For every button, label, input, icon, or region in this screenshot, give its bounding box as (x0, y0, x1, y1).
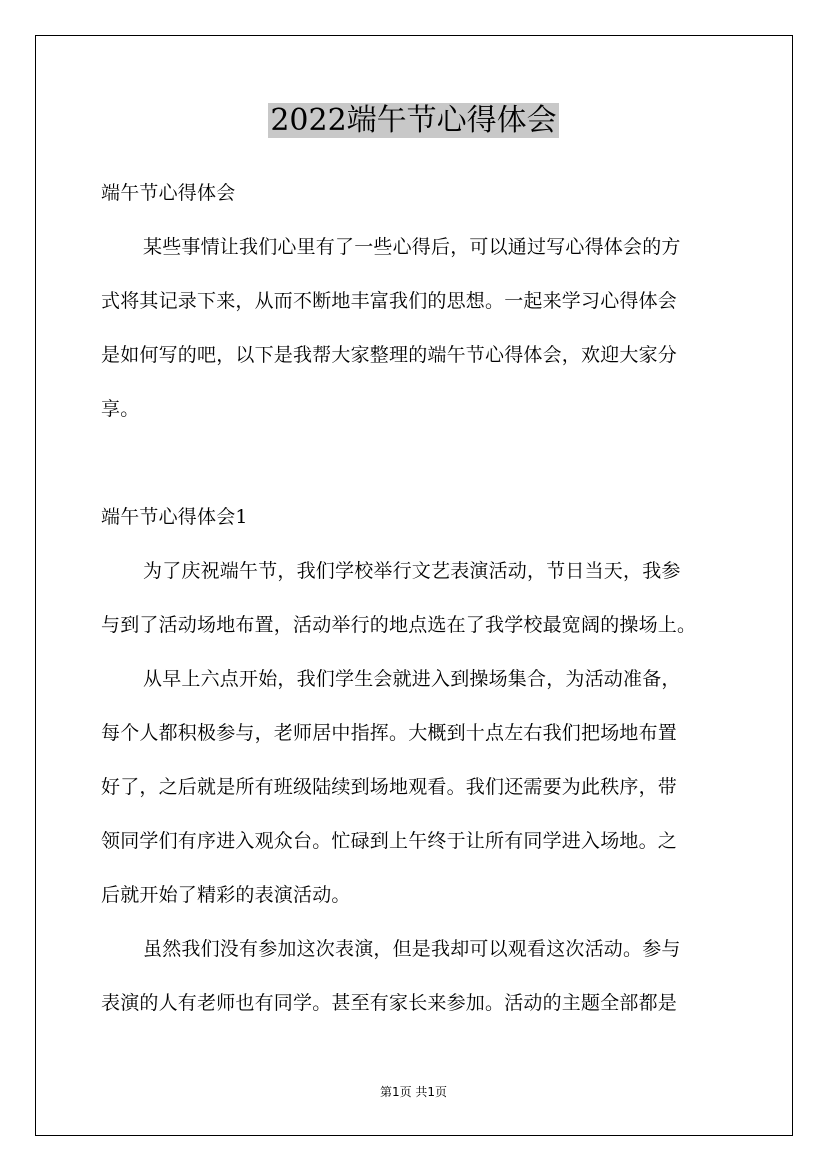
paragraph-line: 从早上六点开始，我们学生会就进入到操场集合，为活动准备， (143, 668, 681, 690)
paragraph-line: 好了，之后就是所有班级陆续到场地观看。我们还需要为此秩序，带 (101, 776, 678, 798)
paragraph-1 (101, 553, 731, 643)
document-title-text: 2022端午节心得体会 (270, 103, 557, 138)
paragraph-line: 虽然我们没有参加这次表演，但是我却可以观看这次活动。参与 (143, 938, 681, 960)
document-body (101, 175, 731, 1021)
document-title (0, 101, 827, 141)
paragraph-line: 为了庆祝端午节，我们学校举行文艺表演活动，节日当天，我参 (143, 560, 681, 582)
intro-paragraph (101, 229, 731, 427)
page-footer: 第1页 共1页 (379, 1085, 448, 1099)
paragraph-2 (101, 661, 731, 913)
paragraph-line: 表演的人有老师也有同学。甚至有家长来参加。活动的主题全部都是 (101, 992, 678, 1014)
paragraph-line: 领同学们有序进入观众台。忙碌到上午终于让所有同学进入场地。之 (101, 830, 678, 852)
paragraph-line: 享。 (101, 398, 140, 420)
paragraph-line: 是如何写的吧，以下是我帮大家整理的端午节心得体会，欢迎大家分 (101, 344, 678, 366)
paragraph-3 (101, 931, 731, 1021)
paragraph-line: 后就开始了精彩的表演活动。 (101, 884, 351, 906)
paragraph-line: 某些事情让我们心里有了一些心得后，可以通过写心得体会的方 (143, 236, 681, 258)
paragraph-line: 式将其记录下来，从而不断地丰富我们的思想。一起来学习心得体会 (101, 290, 678, 312)
paragraph-line: 与到了活动场地布置，活动举行的地点选在了我学校最宽阔的操场上。 (101, 614, 697, 636)
subtitle: 端午节心得体会 (101, 182, 236, 204)
section-heading: 端午节心得体会1 (101, 506, 248, 528)
paragraph-line: 每个人都积极参与，老师居中指挥。大概到十点左右我们把场地布置 (101, 722, 678, 744)
